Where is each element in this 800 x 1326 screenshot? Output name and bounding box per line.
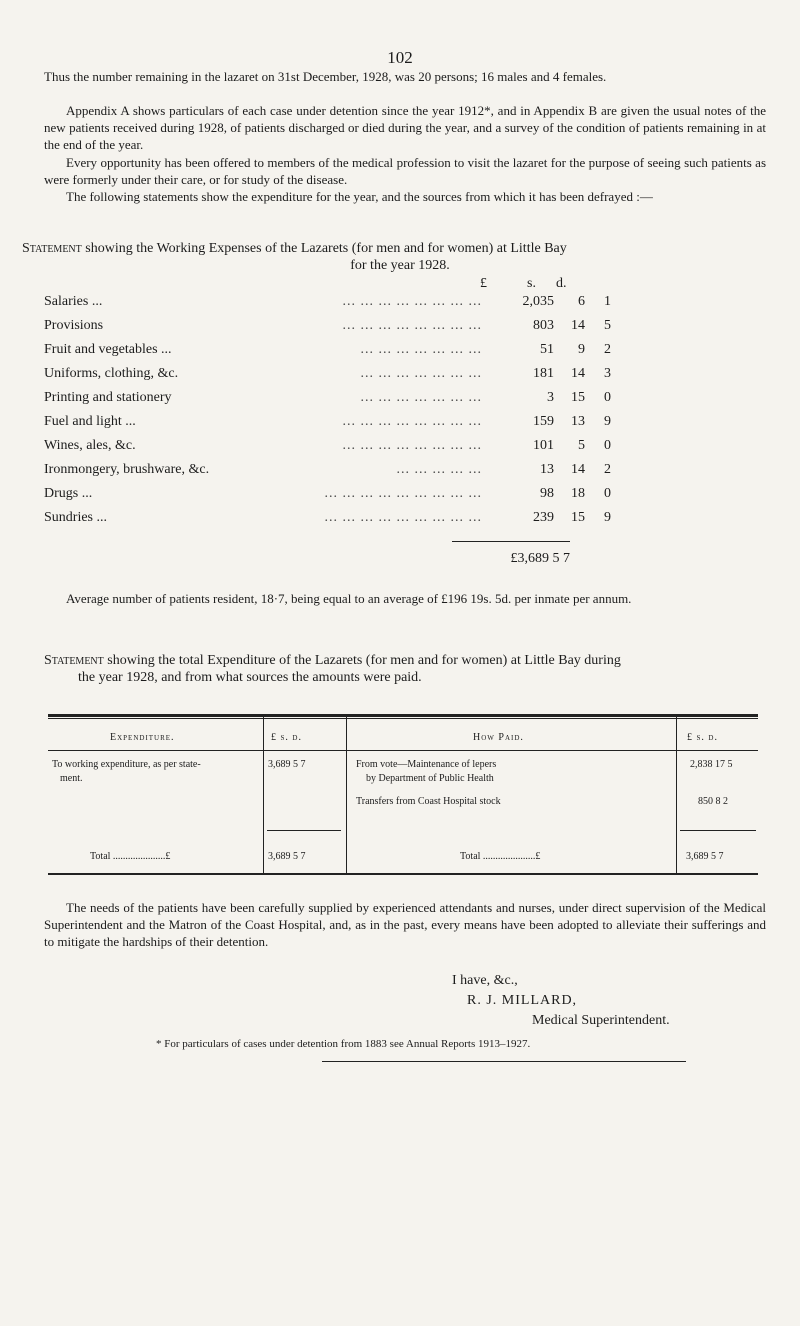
expenditure-amount: 3,689 5 7	[268, 759, 306, 770]
source-amount: 2,838 17 5	[690, 759, 733, 770]
total-rule	[452, 541, 570, 542]
source-line2: by Department of Public Health	[366, 773, 494, 784]
expense-shillings: 15	[571, 390, 585, 405]
statement1-lead: Statement	[22, 241, 82, 256]
statement1-header-pence: d.	[556, 276, 567, 291]
expenditure-item-line2: ment.	[60, 773, 83, 784]
expense-pounds: 159	[533, 414, 554, 429]
expense-pence: 1	[604, 294, 611, 309]
expense-pounds: 101	[533, 438, 554, 453]
signature-title: Medical Superintendent.	[532, 1013, 670, 1028]
expense-row: Sundries ... ... ... ... ... ... ... ... ... ... 239 15 9	[44, 510, 611, 525]
page-number: 102	[387, 48, 413, 67]
expenditure-item-line1: To working expenditure, as per state-	[52, 759, 201, 770]
statement2-title-rest: showing the total Expenditure of the Lazarets (for men and for women) at Little Bay during	[107, 653, 621, 668]
expense-shillings: 14	[571, 462, 585, 477]
expense-label: Fuel and light ...	[44, 414, 136, 429]
expense-pence: 2	[604, 342, 611, 357]
statement1-header-pounds: £	[480, 276, 487, 291]
expense-pence: 0	[604, 486, 611, 501]
signature-greeting: I have, &c.,	[452, 973, 518, 988]
statement2-lead: Statement	[44, 653, 104, 668]
expense-pounds: 3	[547, 390, 554, 405]
expense-pounds: 51	[540, 342, 554, 357]
statement1-total: £3,689 5 7	[510, 551, 570, 566]
expense-shillings: 6	[578, 294, 585, 309]
paragraph-following: The following statements show the expenditure for the year, and the sources from which it has been defrayed :—	[66, 189, 653, 204]
header-amount-2: £ s. d.	[687, 732, 718, 743]
expense-label: Sundries ...	[44, 510, 107, 525]
expense-row: Ironmongery, brushware, &c. ... ... ... ... ... 13 14 2	[44, 462, 611, 477]
paragraph-remaining: Thus the number remaining in the lazaret on 31st December, 1928, was 20 persons; 16 males and 4 females.	[44, 69, 607, 84]
expense-row: Uniforms, clothing, &c. ... ... ... ... ... ... ... 181 14 3	[44, 366, 611, 381]
expense-shillings: 9	[578, 342, 585, 357]
statement1-title-rest: showing the Working Expenses of the Lazarets (for men and for women) at Little Bay	[85, 241, 567, 256]
source-line1: Transfers from Coast Hospital stock	[356, 796, 501, 807]
total-label-right: Total .....................£	[460, 851, 541, 862]
source-amount: 850 8 2	[698, 796, 728, 807]
expense-pounds: 181	[533, 366, 554, 381]
statement2-title-line2: the year 1928, and from what sources the amounts were paid.	[78, 670, 422, 685]
expense-label: Wines, ales, &c.	[44, 438, 136, 453]
expense-shillings: 13	[571, 414, 585, 429]
expense-pounds: 2,035	[522, 294, 554, 309]
expense-pence: 3	[604, 366, 611, 381]
expense-label: Ironmongery, brushware, &c.	[44, 462, 210, 477]
expense-pence: 9	[604, 510, 611, 525]
expense-pence: 5	[604, 318, 611, 333]
signature-name: R. J. MILLARD,	[467, 993, 578, 1008]
table-bottom-rule	[48, 873, 758, 875]
total-right: 3,689 5 7	[686, 851, 724, 862]
expense-pence: 2	[604, 462, 611, 477]
statement1-header-shillings: s.	[527, 276, 536, 291]
header-amount: £ s. d.	[271, 732, 302, 743]
expense-row: Provisions ... ... ... ... ... ... ... ... 803 14 5	[44, 318, 611, 333]
expense-shillings: 14	[571, 318, 585, 333]
expense-shillings: 15	[571, 510, 585, 525]
total-label-left: Total .....................£	[90, 851, 171, 862]
expense-label: Salaries ...	[44, 294, 103, 309]
source-line1: From vote—Maintenance of lepers	[356, 759, 497, 770]
expense-row: Wines, ales, &c. ... ... ... ... ... ... ... ... 101 5 0	[44, 438, 611, 453]
header-how-paid: How Paid.	[473, 732, 524, 743]
expense-pounds: 13	[540, 462, 554, 477]
expense-pence: 9	[604, 414, 611, 429]
expense-row: Salaries ... ... ... ... ... ... ... ... ... 2,035 6 1	[44, 294, 611, 309]
table-header-rule	[48, 750, 758, 751]
header-expenditure: Expenditure.	[110, 732, 175, 743]
expense-pounds: 98	[540, 486, 554, 501]
expense-shillings: 14	[571, 366, 585, 381]
table-top-rule	[48, 714, 758, 717]
expense-label: Provisions	[44, 318, 104, 333]
expense-shillings: 18	[571, 486, 585, 501]
expense-label: Fruit and vegetables ...	[44, 342, 172, 357]
statement1-title	[22, 240, 782, 257]
expense-pence: 0	[604, 390, 611, 405]
expense-pence: 0	[604, 438, 611, 453]
statement2-title	[44, 652, 784, 669]
expense-row: Printing and stationery ... ... ... ... ... ... ... 3 15 0	[44, 390, 611, 405]
footnote: * For particulars of cases under detention from 1883 see Annual Reports 1913–1927.	[156, 1038, 531, 1050]
expense-row: Fuel and light ... ... ... ... ... ... ... ... ... 159 13 9	[44, 414, 611, 429]
expense-label: Printing and stationery	[44, 390, 172, 405]
paragraph-closing: The needs of the patients have been carefully supplied by experienced attendants and nurses, under direct supervision of the Medical Superintendent and the Matron of the Coast Hospital, and, as in the past, every means have been adopted to alleviate their sufferings and to mitigate the hardships of their detention.	[44, 900, 766, 949]
paragraph-opportunity: Every opportunity has been offered to members of the medical profession to visit the lazaret for the purpose of seeing such patients as were formerly under their care, or for study of the disease.	[44, 155, 766, 187]
paragraph-appendix: Appendix A shows particulars of each case under detention since the year 1912*, and in Appendix B are given the usual notes of the new patients received during 1928, of patients discharged or died during the year, and a survey of the condition of patients remaining in at the end of the year.	[44, 103, 766, 152]
expense-shillings: 5	[578, 438, 585, 453]
expense-row: Drugs ... ... ... ... ... ... ... ... ... ... 98 18 0	[44, 486, 611, 501]
statement1-title-line2: for the year 1928.	[350, 258, 450, 273]
expense-row: Fruit and vegetables ... ... ... ... ... ... ... ... 51 9 2	[44, 342, 611, 357]
paragraph-average: Average number of patients resident, 18·7, being equal to an average of £196 19s. 5d. per inmate per annum.	[66, 591, 632, 606]
footer-rule	[322, 1061, 686, 1062]
expense-label: Drugs ...	[44, 486, 93, 501]
expense-label: Uniforms, clothing, &c.	[44, 366, 179, 381]
expense-pounds: 239	[533, 510, 554, 525]
expense-pounds: 803	[533, 318, 554, 333]
total-left: 3,689 5 7	[268, 851, 306, 862]
